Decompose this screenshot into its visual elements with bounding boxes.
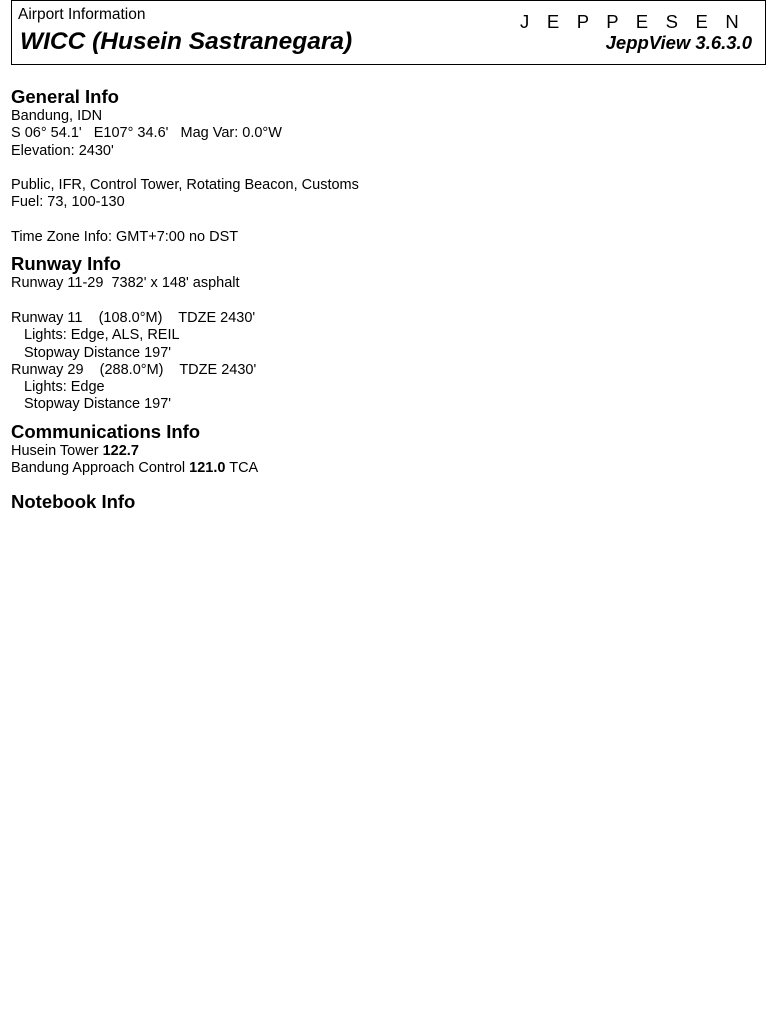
- runway-29-lights: Lights: Edge: [24, 379, 105, 396]
- spacer: [11, 246, 751, 253]
- facilities-line: Public, IFR, Control Tower, Rotating Beacon, Customs: [11, 177, 359, 194]
- notebook-info-heading: Notebook Info: [11, 491, 136, 513]
- general-info-heading: General Info: [11, 86, 119, 107]
- spacer: [11, 160, 751, 177]
- spacer: [11, 293, 751, 310]
- communications-info-heading: Communications Info: [11, 420, 201, 442]
- spacer: [11, 212, 751, 229]
- content: [11, 86, 751, 513]
- tower-frequency: 122.7: [102, 442, 139, 459]
- header-subtitle: Airport Information: [18, 6, 146, 23]
- app-version: JeppView 3.6.3.0: [605, 32, 752, 53]
- runway-summary-line: Runway 11-29 7382' x 148' asphalt: [11, 275, 240, 292]
- spacer: [11, 477, 751, 484]
- coordinates-line: S 06° 54.1' E107° 34.6' Mag Var: 0.0°W: [11, 125, 282, 142]
- tower-frequency-line: [11, 443, 751, 460]
- approach-frequency: 121.0: [189, 460, 226, 477]
- approach-suffix: TCA: [225, 460, 259, 477]
- tower-label: Husein Tower: [11, 442, 103, 459]
- runway-11-lights: Lights: Edge, ALS, REIL: [24, 327, 180, 344]
- runway-11-line: Runway 11 (108.0°M) TDZE 2430': [11, 309, 256, 326]
- runway-29-line: Runway 29 (288.0°M) TDZE 2430': [11, 361, 257, 378]
- approach-frequency-line: [11, 460, 751, 477]
- brand-name: J E P P E S E N: [520, 11, 745, 32]
- elevation-line: Elevation: 2430': [11, 142, 114, 159]
- runway-11-stopway: Stopway Distance 197': [24, 344, 172, 361]
- fuel-line: Fuel: 73, 100-130: [11, 194, 125, 211]
- approach-label: Bandung Approach Control: [11, 460, 190, 477]
- airport-title: WICC (Husein Sastranegara): [20, 28, 353, 55]
- location-line: Bandung, IDN: [11, 108, 103, 124]
- runway-info-heading: Runway Info: [11, 253, 121, 275]
- header-box: [11, 0, 766, 65]
- runway-29-stopway: Stopway Distance 197': [24, 396, 172, 413]
- spacer: [11, 484, 751, 491]
- spacer: [11, 414, 751, 421]
- timezone-line: Time Zone Info: GMT+7:00 no DST: [11, 229, 239, 246]
